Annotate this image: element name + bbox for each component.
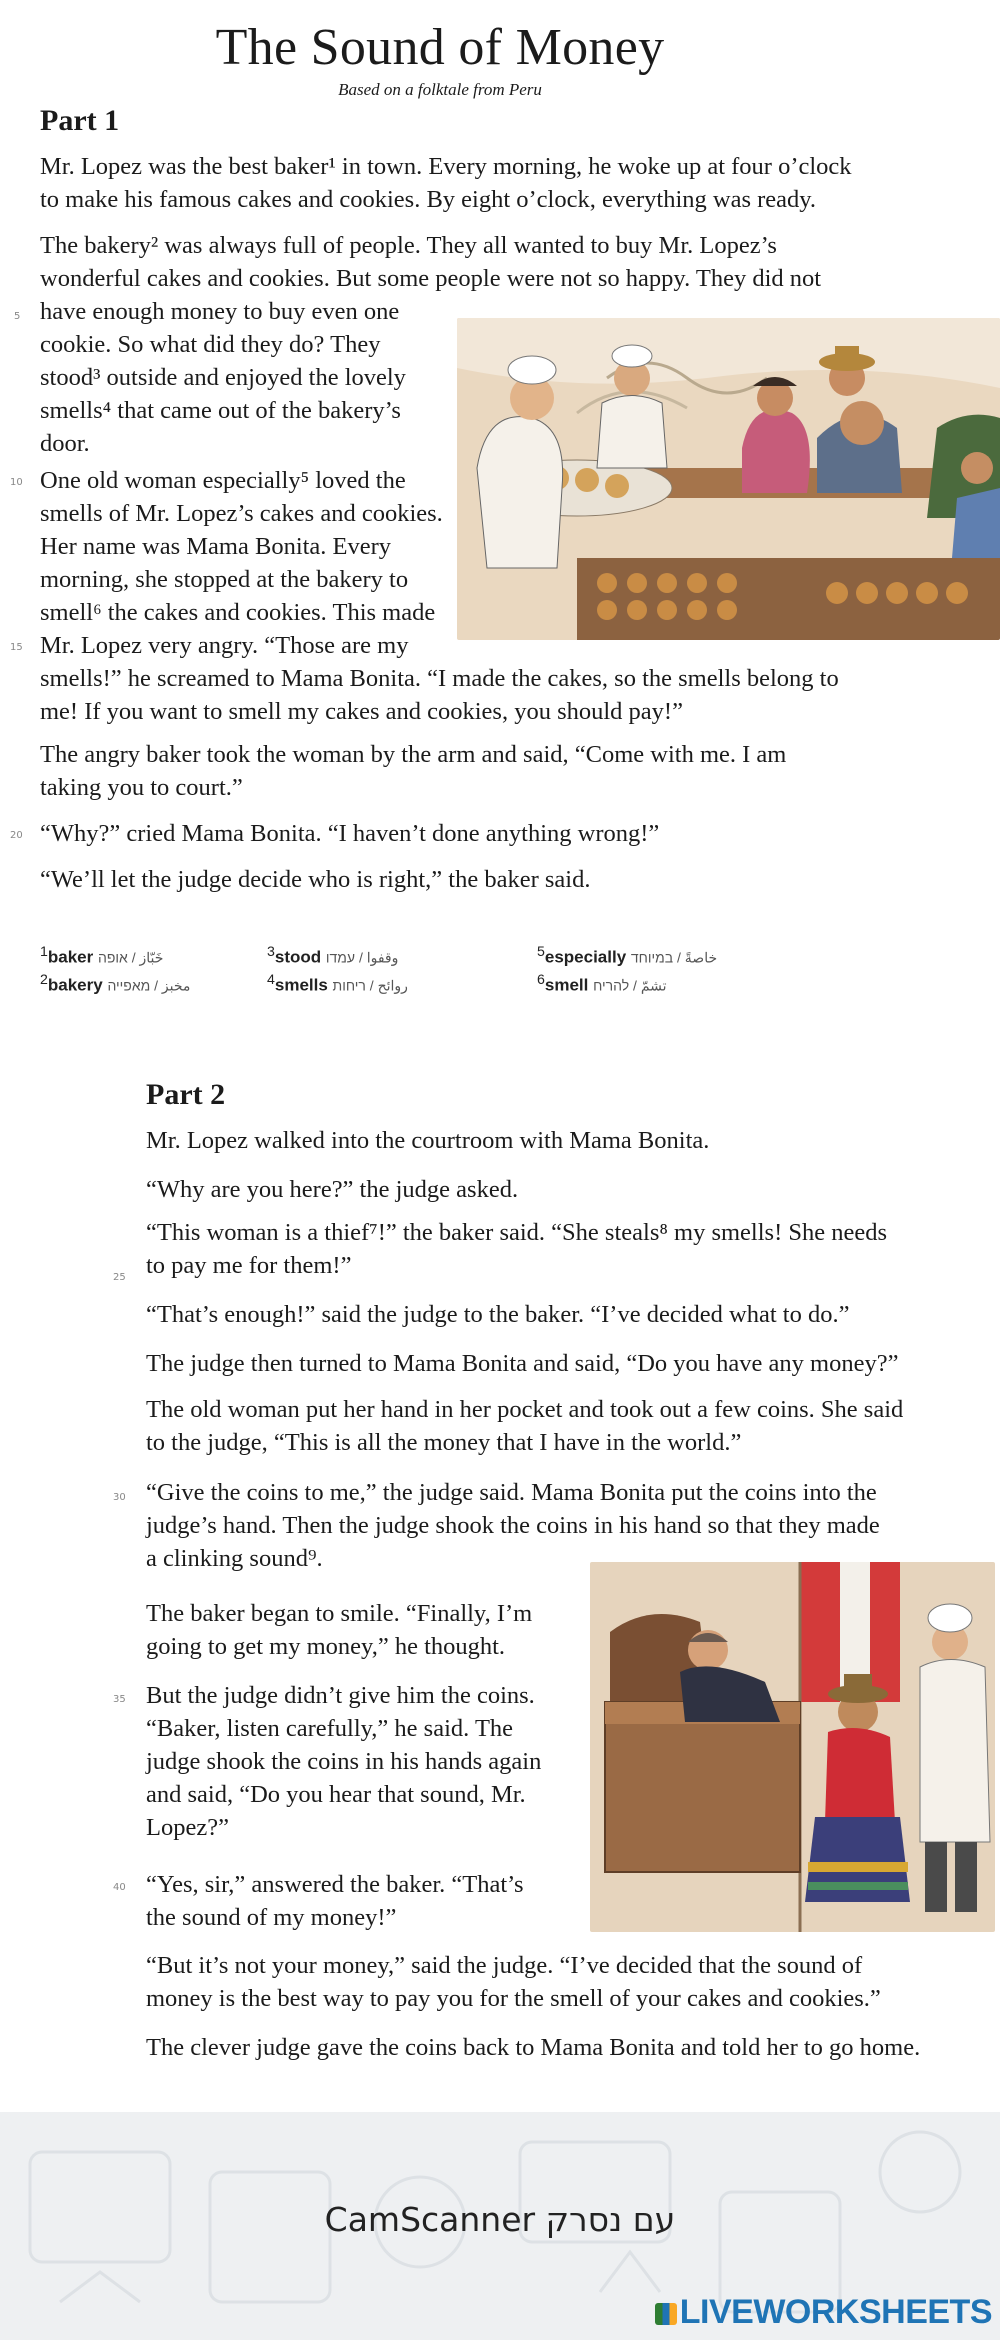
part1-paragraph: “We’ll let the judge decide who is right,” the baker said. — [40, 866, 591, 893]
glossary-item: $^2$bakery مخبز / מאפייה — [40, 972, 191, 995]
line-number: 5 — [14, 311, 21, 322]
line-number: 30 — [113, 1492, 126, 1503]
line-number: 10 — [10, 477, 23, 488]
line-number: 40 — [113, 1882, 126, 1893]
line-number: 20 — [10, 830, 23, 841]
part2-heading: Part 2 — [146, 1078, 226, 1111]
liveworksheets-logo: LIVEWORKSHEETS — [655, 2293, 992, 2332]
part2-paragraph: “But it’s not your money,” said the judge. “I’ve decided that the sound of money is the best way to pay you for the smell of your cakes and cookies.” — [146, 1952, 881, 2012]
bakery-illustration — [457, 318, 1000, 640]
glossary-item: $^1$baker خَبّاز / אופה — [40, 944, 164, 967]
liveworksheets-icon — [655, 2303, 677, 2325]
part2-paragraph: The judge then turned to Mama Bonita and said, “Do you have any money?” — [146, 1350, 899, 1377]
part2-paragraph: Mr. Lopez walked into the courtroom with Mama Bonita. — [146, 1127, 710, 1154]
line-number: 25 — [113, 1272, 126, 1283]
part1-paragraph: The angry baker took the woman by the arm and said, “Come with me. I am taking you to court.” — [40, 741, 787, 801]
page-title: The Sound of Money — [215, 19, 665, 76]
glossary-item: $^5$especially خاصةً / במיוחד — [537, 944, 718, 967]
glossary-item: $^4$smells روائح / ריחות — [267, 972, 408, 995]
part1-paragraph: The bakery² was always full of people. They all wanted to buy Mr. Lopez’s wonderful cakes and cookies. But some people were not so happy. They did not have enough money to buy even one cookie. So what did they do? They stood³ outside and enjoyed the lovely smells⁴ that came out of the bakery’s door. — [40, 232, 822, 457]
part1-paragraph: One old woman especially⁵ loved the smells of Mr. Lopez’s cakes and cookies. Her name was Mama Bonita. Every morning, she stopped at the bakery to smell⁶ the cakes and cookies. This made Mr. Lopez very angry. “Those are my smells!” he screamed to Mama Bonita. “I made the cakes, so the smells belong to me! If you want to smell my cakes and cookies, you should pay!” — [40, 467, 839, 725]
line-number: 15 — [10, 642, 23, 653]
part1-paragraph: Mr. Lopez was the best baker¹ in town. Every morning, he woke up at four o’clock to make his famous cakes and cookies. By eight o’clock, everything was ready. — [40, 153, 852, 213]
part1-paragraph: “Why?” cried Mama Bonita. “I haven’t done anything wrong!” — [40, 820, 660, 847]
part2-paragraph: The baker began to smile. “Finally, I’m going to get my money,” he thought. — [146, 1600, 533, 1660]
part2-paragraph: “Why are you here?” the judge asked. — [146, 1176, 519, 1203]
line-number: 35 — [113, 1694, 126, 1705]
courtroom-illustration — [590, 1562, 995, 1932]
part2-paragraph: The clever judge gave the coins back to Mama Bonita and told her to go home. — [146, 2034, 921, 2061]
part2-paragraph: “That’s enough!” said the judge to the baker. “I’ve decided what to do.” — [146, 1301, 850, 1328]
camscanner-watermark: CamScanner עם נסרק — [324, 2200, 676, 2239]
part2-paragraph: The old woman put her hand in her pocket and took out a few coins. She said to the judge, “This is all the money that I have in the world.” — [146, 1396, 904, 1456]
part2-paragraph: But the judge didn’t give him the coins. “Baker, listen carefully,” he said. The judge shook the coins in his hands again and said, “Do you hear that sound, Mr. Lopez?” — [146, 1682, 542, 1841]
part2-paragraph: “This woman is a thief⁷!” the baker said. “She steals⁸ my smells! She needs to pay me for them!” — [146, 1219, 888, 1279]
part1-heading: Part 1 — [40, 104, 120, 137]
glossary-item: $^6$smell تشمّ / להריח — [537, 972, 667, 995]
glossary-item: $^3$stood وقفوا / עמדו — [267, 944, 399, 967]
subtitle: Based on a folktale from Peru — [338, 80, 542, 99]
part2-paragraph: “Give the coins to me,” the judge said. Mama Bonita put the coins into the judge’s hand. Then the judge shook the coins in his hand so that they made a clinking sound⁹. — [146, 1479, 880, 1572]
part2-paragraph: “Yes, sir,” answered the baker. “That’s the sound of my money!” — [146, 1871, 524, 1931]
